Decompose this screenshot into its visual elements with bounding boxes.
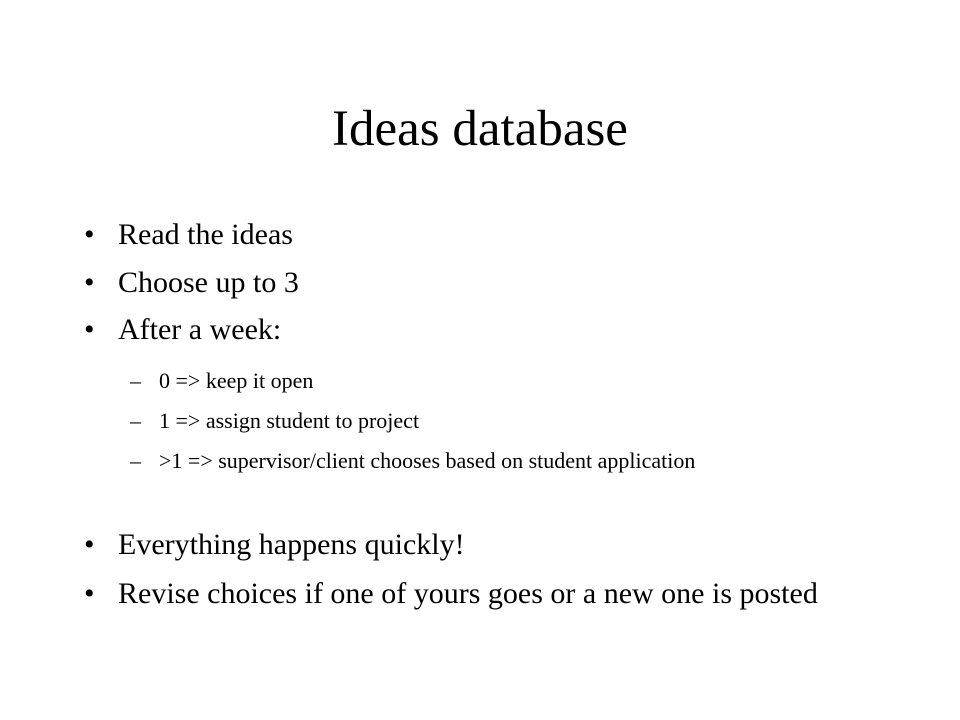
bullet-revise-choices: [84, 575, 878, 613]
bullet-choose-up-to-3: [84, 264, 878, 302]
bullet-text: Everything happens quickly!: [118, 528, 465, 561]
bullet-text: Revise choices if one of yours goes or a new one is posted: [118, 577, 818, 610]
sub-bullet-marker: –: [130, 368, 141, 393]
bullet-marker: •: [84, 577, 95, 610]
bullet-text: After a week:: [118, 313, 282, 346]
bullet-after-a-week: [84, 311, 878, 349]
bullet-text: Read the ideas: [118, 218, 293, 251]
bullet-everything-quickly: [84, 526, 878, 564]
sub-bullet-marker: –: [130, 408, 141, 433]
sub-bullet-more-than-one: [130, 447, 839, 474]
bullet-text: Choose up to 3: [118, 266, 299, 299]
bullet-marker: •: [84, 313, 95, 346]
sub-bullet-one: [130, 407, 839, 434]
sub-bullet-zero: [130, 367, 839, 394]
sub-bullet-text: 1 => assign student to project: [159, 408, 420, 433]
bullet-read-ideas: [84, 216, 878, 254]
sub-bullet-text: >1 => supervisor/client chooses based on student application: [159, 448, 696, 473]
sub-bullet-marker: –: [130, 448, 141, 473]
bullet-marker: •: [84, 528, 95, 561]
slide-title: Ideas database: [332, 101, 628, 157]
bullet-marker: •: [84, 266, 95, 299]
sub-bullet-text: 0 => keep it open: [159, 368, 314, 393]
bullet-marker: •: [84, 218, 95, 251]
